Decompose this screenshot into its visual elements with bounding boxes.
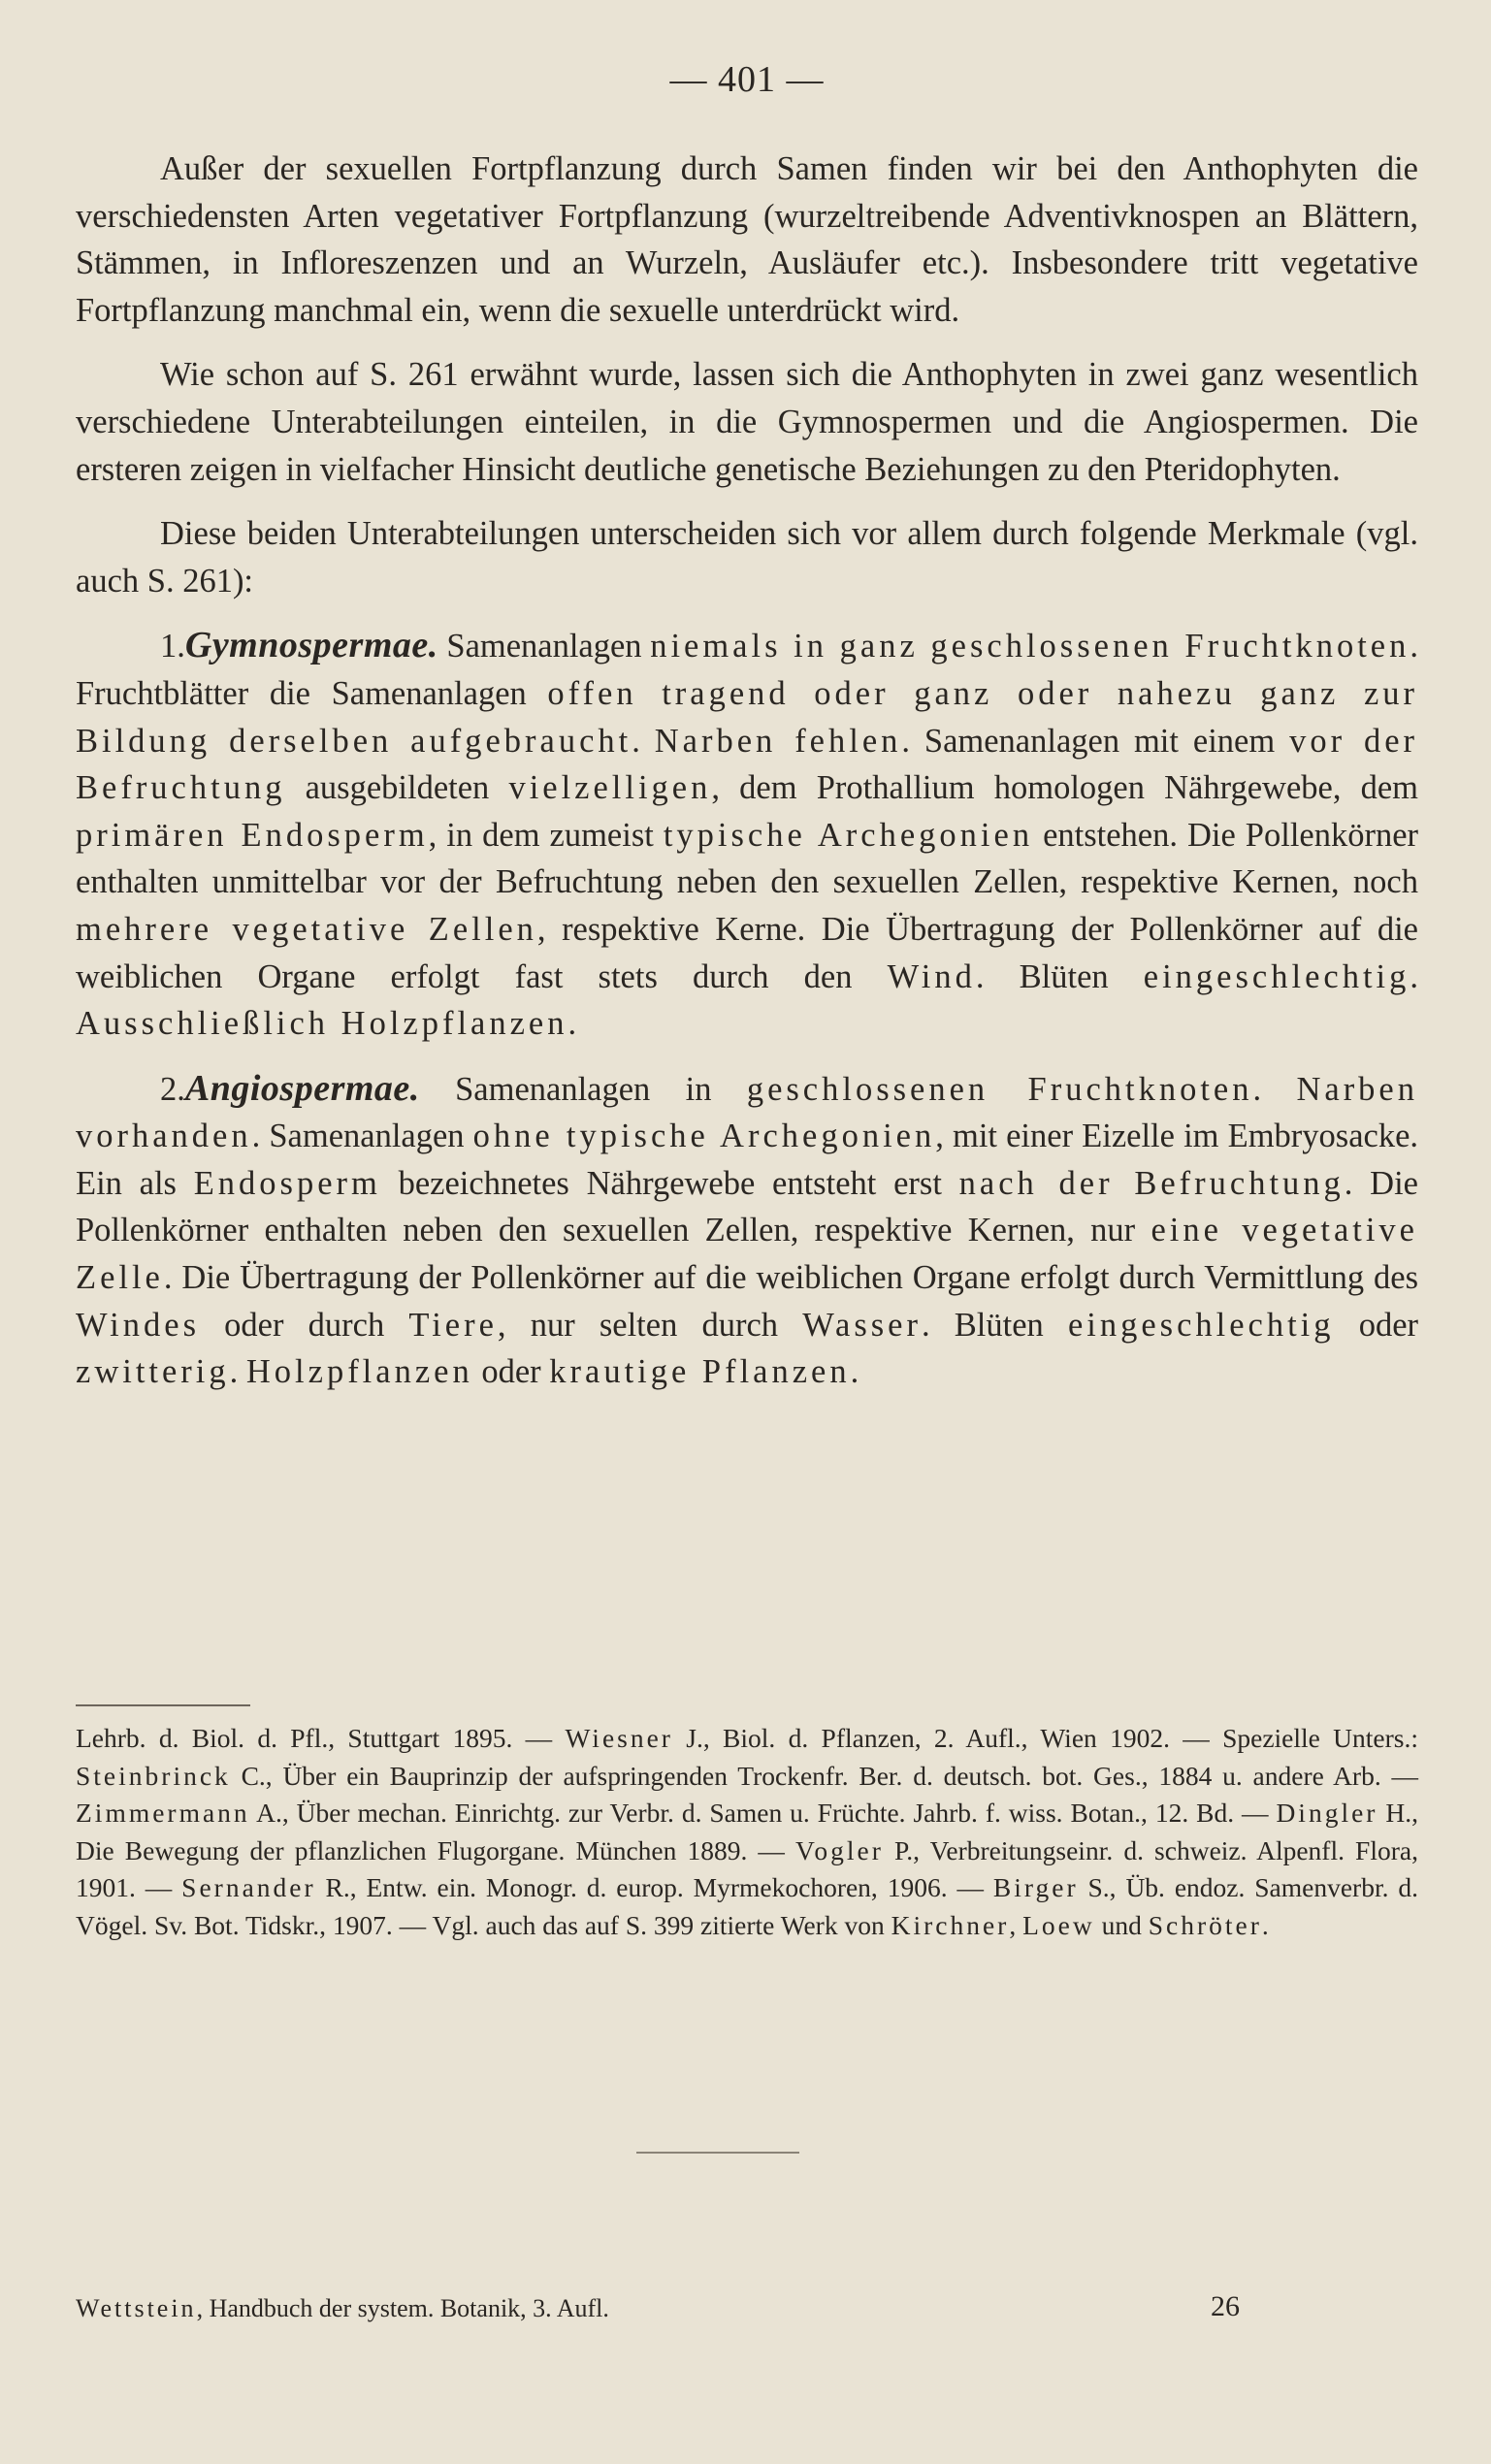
author-name: Wiesner	[565, 1723, 673, 1753]
text-run: , nur selten durch	[497, 1306, 803, 1344]
spaced-text: Holzpflanzen	[245, 1353, 473, 1391]
spaced-text: nach der Befruchtung	[958, 1164, 1345, 1202]
text-run: .	[229, 1353, 246, 1391]
book-page	[76, 0, 1418, 2464]
text-run: ausgebildeten	[285, 769, 509, 807]
spaced-text: vielzelligen	[508, 769, 712, 807]
spaced-text: mehrere vegetative Zellen	[76, 910, 537, 948]
spaced-text: eingeschlechtig	[1067, 1306, 1335, 1344]
author-name: Zimmermann	[76, 1798, 250, 1828]
footnote-divider	[76, 1704, 250, 1706]
spaced-text: krautige Pflanzen	[549, 1353, 851, 1391]
text-run: .	[567, 1005, 577, 1043]
text-run: ,	[1009, 1909, 1023, 1940]
text-run: . Samenanlagen	[251, 1118, 473, 1155]
spaced-text: eingeschlechtig	[1143, 957, 1410, 995]
footer-book-title	[76, 2294, 609, 2323]
spaced-text: niemals in ganz geschlossenen Fruchtknoten	[650, 628, 1410, 665]
paragraph-angiospermae	[76, 1065, 1418, 1396]
spaced-text: geschlossenen Fruchtknoten	[746, 1070, 1253, 1108]
item-number: 1.	[160, 628, 185, 665]
spaced-text: Windes	[76, 1306, 201, 1344]
text-run: . Blüten	[975, 957, 1144, 995]
spaced-text: Wasser	[802, 1306, 922, 1344]
spaced-text: primären Endosperm	[76, 816, 429, 854]
text-run: . Blüten	[921, 1306, 1068, 1344]
text-run: . Samenanlagen mit einem	[901, 722, 1290, 760]
text-run: R., Entw. ein. Monogr. d. europ. Myrmekochoren, 1906. —	[315, 1872, 993, 1902]
spaced-text: vor der Befruchtung	[76, 722, 1419, 807]
spaced-text: Tiere	[408, 1306, 498, 1344]
text-run: Lehrb. d. Biol. d. Pfl., Stuttgart 1895. —	[76, 1723, 566, 1753]
text-run: , mit einer Eizelle im Embryosacke. Ein als	[76, 1118, 1419, 1202]
text-run: A., Über mechan. Einrichtg. zur Verbr. d. Samen u. Früchte. Jahrb. f. wiss. Botan., 12. Bd. —	[249, 1798, 1277, 1828]
text-run: .	[1252, 1070, 1297, 1108]
author-name: Sernander	[181, 1872, 316, 1902]
footnote-references	[76, 1720, 1418, 1944]
spaced-text: Ausschließlich Holzpflanzen	[76, 1005, 568, 1043]
text-run: .	[850, 1353, 859, 1391]
paragraph-vegetative-reproduction: Außer der sexuellen Fortpflanzung durch Samen finden wir bei den Anthophyten die verschiedensten Arten vegetativer Fortpflanzung (wurzeltreibende Adventivknospen an Blättern, Stämmen, in Infloreszenzen und an Wurzeln, Ausläufer etc.). Insbesondere tritt vegetative Fortpflanzung manchmal ein, wenn die sexuelle unterdrückt wird.	[76, 150, 1418, 329]
text-run: oder durch	[200, 1306, 409, 1344]
text-run: bezeichnetes Nährgewebe entsteht erst	[380, 1164, 959, 1202]
text-run: J., Biol. d. Pflanzen, 2. Aufl., Wien 1902. — Spezielle Unters.:	[672, 1723, 1419, 1753]
spaced-text: Wind	[887, 957, 976, 995]
text-run: . Die Übertragung der Pollenkörner auf die weiblichen Organe erfolgt durch Vermittlung des	[163, 1259, 1418, 1297]
page-number: — 401 —	[669, 59, 825, 100]
footer-title: , Handbuch der system. Botanik, 3. Aufl.	[196, 2294, 609, 2322]
spaced-text: Narben fehlen	[654, 722, 902, 760]
sheet-divider	[636, 2152, 799, 2154]
text-run: Samenanlagen in	[419, 1070, 747, 1108]
author-name: Birger	[992, 1872, 1079, 1902]
taxon-heading-angiospermae: Angiospermae.	[184, 1067, 420, 1109]
author-name: Kirchner	[891, 1909, 1010, 1940]
text-run: oder	[472, 1353, 550, 1391]
spaced-text: zwitterig	[76, 1353, 230, 1391]
author-name: Dingler	[1276, 1798, 1378, 1828]
paragraph-gymnospermae	[76, 622, 1418, 1047]
spaced-text: offen tragend oder ganz oder nahezu ganz zur Bildung derselben aufgebraucht	[76, 674, 1419, 760]
author-name: Schröter	[1148, 1909, 1262, 1940]
text-run: .	[1410, 957, 1418, 995]
text-run: , dem Prothallium homologen Nährgewebe, dem	[711, 769, 1419, 807]
text-run: C., Über ein Bauprinzip der aufspringenden Trockenfr. Ber. d. deutsch. bot. Ges., 1884 u. andere Arb. —	[230, 1760, 1418, 1791]
text-run: entstehen. Die Pollenkörner enthalten unmittelbar vor der Befruchtung neben den sexuellen Zellen, respektive Kernen, noch	[76, 816, 1419, 901]
taxon-heading-gymnospermae: Gymnospermae.	[184, 625, 438, 666]
spaced-text: typische Archegonien	[663, 816, 1034, 854]
text-run: .	[1261, 1909, 1269, 1940]
text-run: , in dem zumeist	[428, 816, 664, 854]
text-run: und	[1094, 1909, 1149, 1940]
text-run: P., Verbreitungseinr. d. schweiz. Alpenfl. Flora, 1901. —	[76, 1834, 1418, 1902]
text-run: . Die Pollenkörner enthalten neben den sexuellen Zellen, respektive Kernen, nur	[76, 1164, 1418, 1249]
author-name: Vogler	[795, 1834, 884, 1865]
text-run: H., Die Bewegung der pflanzlichen Flugorgane. München 1889. —	[76, 1798, 1418, 1865]
author-name: Steinbrinck	[76, 1760, 231, 1791]
text-run: , respektive Kerne. Die Übertragung der Pollenkörner auf die weiblichen Organe erfolgt fast stets durch den	[76, 910, 1418, 995]
text-run: . Fruchtblätter die Samenanlagen	[76, 628, 1418, 712]
author-name: Loew	[1022, 1909, 1095, 1940]
main-text	[76, 146, 1418, 1413]
paragraph-subdivisions: Wie schon auf S. 261 erwähnt wurde, lassen sich die Anthophyten in zwei ganz wesentlich verschiedene Unterabteilungen einteilen, in die Gymnospermen und die Angiospermen. Die ersteren zeigen in vielfacher Hinsicht deutliche genetische Beziehungen zu den Pteridophyten.	[76, 356, 1418, 488]
item-number: 2.	[160, 1070, 185, 1108]
footer-author: Wettstein	[76, 2294, 197, 2322]
spaced-text: ohne typische Archegonien	[472, 1118, 936, 1155]
text-run: oder	[1334, 1306, 1418, 1344]
text-run: S., Üb. endoz. Samenverbr. d. Vögel. Sv. Bot. Tidskr., 1907. — Vgl. auch das auf S. 399 zitierte Werk von	[76, 1872, 1418, 1940]
text-run: .	[632, 722, 655, 760]
text-run: Samenanlagen	[438, 628, 651, 665]
sheet-number: 26	[1211, 2290, 1240, 2322]
spaced-text: Narben vorhanden	[76, 1070, 1418, 1155]
paragraph-characteristics-intro: Diese beiden Unterabteilungen unterscheiden sich vor allem durch folgende Merkmale (vgl. auch S. 261):	[76, 515, 1418, 600]
spaced-text: eine vegetative Zelle	[76, 1212, 1419, 1297]
spaced-text: Endosperm	[193, 1164, 381, 1202]
